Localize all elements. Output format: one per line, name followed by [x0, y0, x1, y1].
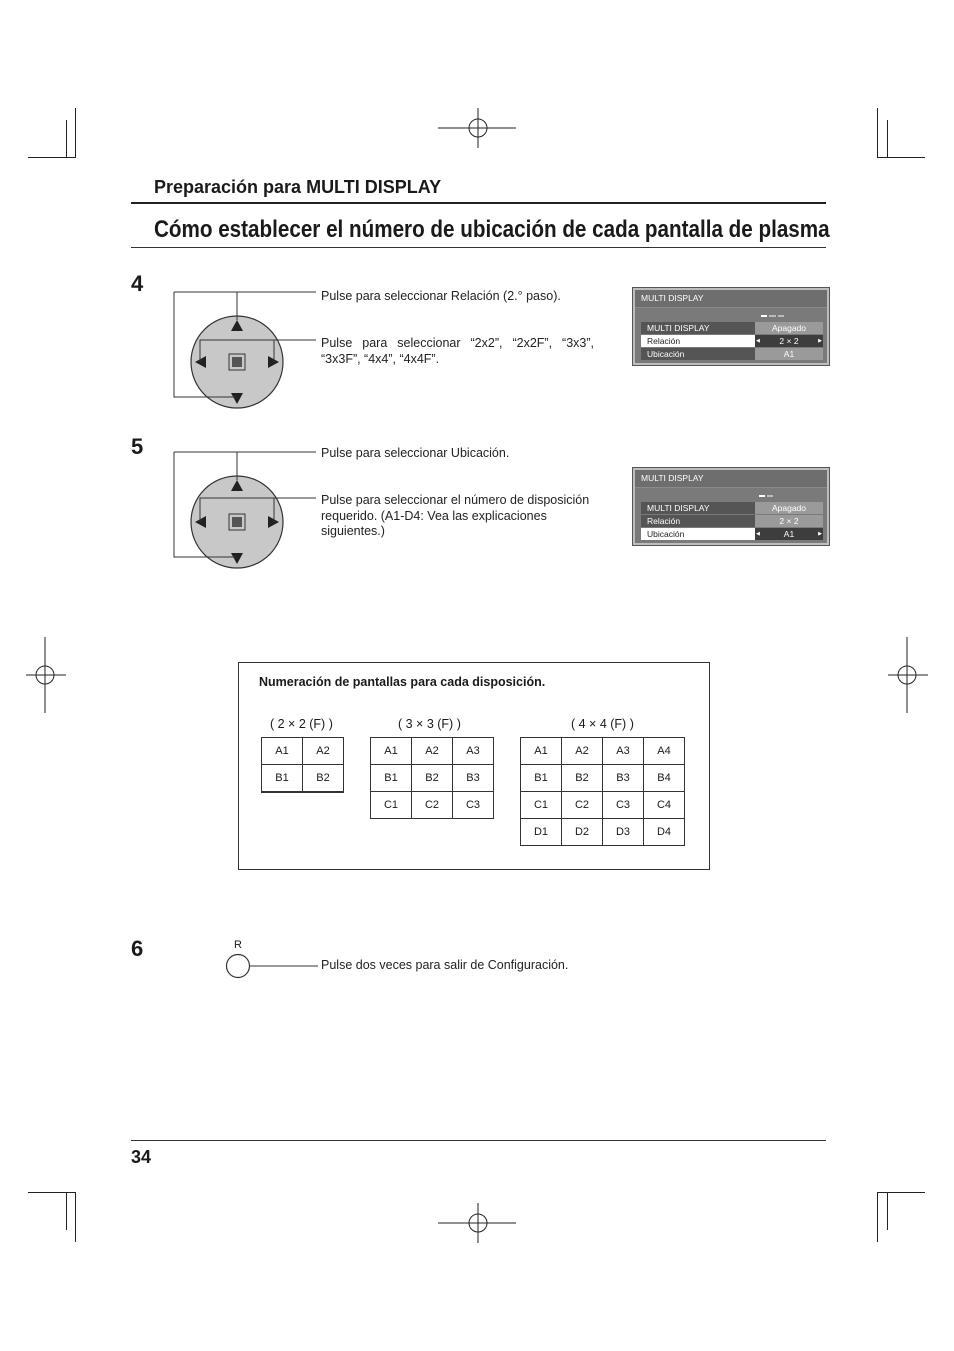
osd-page-indicator	[635, 488, 827, 502]
registration-mark-top	[438, 108, 518, 148]
grid-4x4-caption: ( 4 × 4 (F) )	[571, 717, 634, 731]
grid-cell: B1	[521, 765, 562, 792]
osd-row-multi-display[interactable]: MULTI DISPLAY Apagado	[641, 322, 823, 334]
footer-rule	[131, 1140, 826, 1141]
osd-row-relacion[interactable]: Relación 2 × 2	[641, 515, 823, 527]
registration-mark-right	[888, 637, 928, 713]
grid-cell: D1	[521, 819, 562, 846]
r-button-icon	[224, 952, 318, 980]
step-4-up-text: Pulse para seleccionar Relación (2.° paso).	[321, 289, 561, 303]
grid-cell: A1	[521, 738, 562, 765]
grid-cell: A1	[371, 738, 412, 765]
grid-2x2-caption: ( 2 × 2 (F) )	[270, 717, 333, 731]
registration-mark-bottom	[438, 1203, 518, 1243]
osd-row-ubicacion[interactable]: Ubicación A1	[641, 348, 823, 360]
osd-row-multi-display[interactable]: MULTI DISPLAY Apagado	[641, 502, 823, 514]
osd-row-relacion[interactable]: Relación ◀ 2 × 2 ▶	[641, 335, 823, 347]
grid-cell: B1	[371, 765, 412, 792]
page-title: Cómo establecer el número de ubicación de cada pantalla de plasma	[154, 216, 830, 243]
grid-cell: C4	[644, 792, 685, 819]
grid-cell: A2	[562, 738, 603, 765]
step-number-6: 6	[131, 936, 144, 961]
grid-cell: A2	[303, 738, 344, 765]
remote-dpad-step-4	[170, 286, 320, 411]
osd-page-indicator	[635, 308, 827, 322]
grid-cell: A2	[412, 738, 453, 765]
grid-cell: C1	[371, 792, 412, 819]
grid-cell: D4	[644, 819, 685, 846]
layout-title: Numeración de pantallas para cada disposición.	[259, 675, 546, 689]
grid-cell: B2	[303, 765, 344, 793]
page-number: 34	[131, 1147, 152, 1167]
title-rule	[131, 247, 826, 248]
step-6-text: Pulse dos veces para salir de Configuración.	[321, 958, 569, 972]
grid-cell: B4	[644, 765, 685, 792]
step-4-side-text: Pulse para seleccionar “2x2”, “2x2F”, “3x3”, “3x3F”, “4x4”, “4x4F”.	[321, 336, 594, 366]
grid-cell: C3	[603, 792, 644, 819]
grid-cell: C2	[412, 792, 453, 819]
osd-menu-title: MULTI DISPLAY	[635, 290, 827, 308]
grid-cell: D2	[562, 819, 603, 846]
grid-cell: D3	[603, 819, 644, 846]
grid-2x2	[261, 737, 344, 793]
osd-menu-title: MULTI DISPLAY	[635, 470, 827, 488]
grid-cell: C3	[453, 792, 494, 819]
grid-cell: B2	[412, 765, 453, 792]
grid-cell: A3	[603, 738, 644, 765]
osd-menu-step-5	[633, 468, 829, 545]
grid-cell: B1	[262, 765, 303, 793]
osd-menu-step-4	[633, 288, 829, 365]
grid-cell: B3	[603, 765, 644, 792]
grid-cell: B3	[453, 765, 494, 792]
grid-3x3-caption: ( 3 × 3 (F) )	[398, 717, 461, 731]
step-number-4: 4	[131, 271, 144, 296]
grid-cell: A3	[453, 738, 494, 765]
step-number-5: 5	[131, 434, 144, 459]
grid-cell: A1	[262, 738, 303, 765]
grid-cell: C2	[562, 792, 603, 819]
section-rule	[131, 202, 826, 204]
registration-mark-left	[26, 637, 66, 713]
step-5-up-text: Pulse para seleccionar Ubicación.	[321, 446, 510, 460]
section-title: Preparación para MULTI DISPLAY	[154, 177, 442, 197]
grid-cell: B2	[562, 765, 603, 792]
osd-row-ubicacion[interactable]: Ubicación ◀ A1 ▶	[641, 528, 823, 540]
grid-cell: A4	[644, 738, 685, 765]
grid-4x4	[520, 737, 685, 846]
grid-cell: C1	[521, 792, 562, 819]
r-button-label: R	[234, 939, 242, 951]
remote-dpad-step-5	[170, 446, 320, 571]
grid-3x3	[370, 737, 494, 819]
step-5-side-text: Pulse para seleccionar el número de disposición requerido. (A1-D4: Vea las explicaciones siguientes.)	[321, 493, 590, 538]
